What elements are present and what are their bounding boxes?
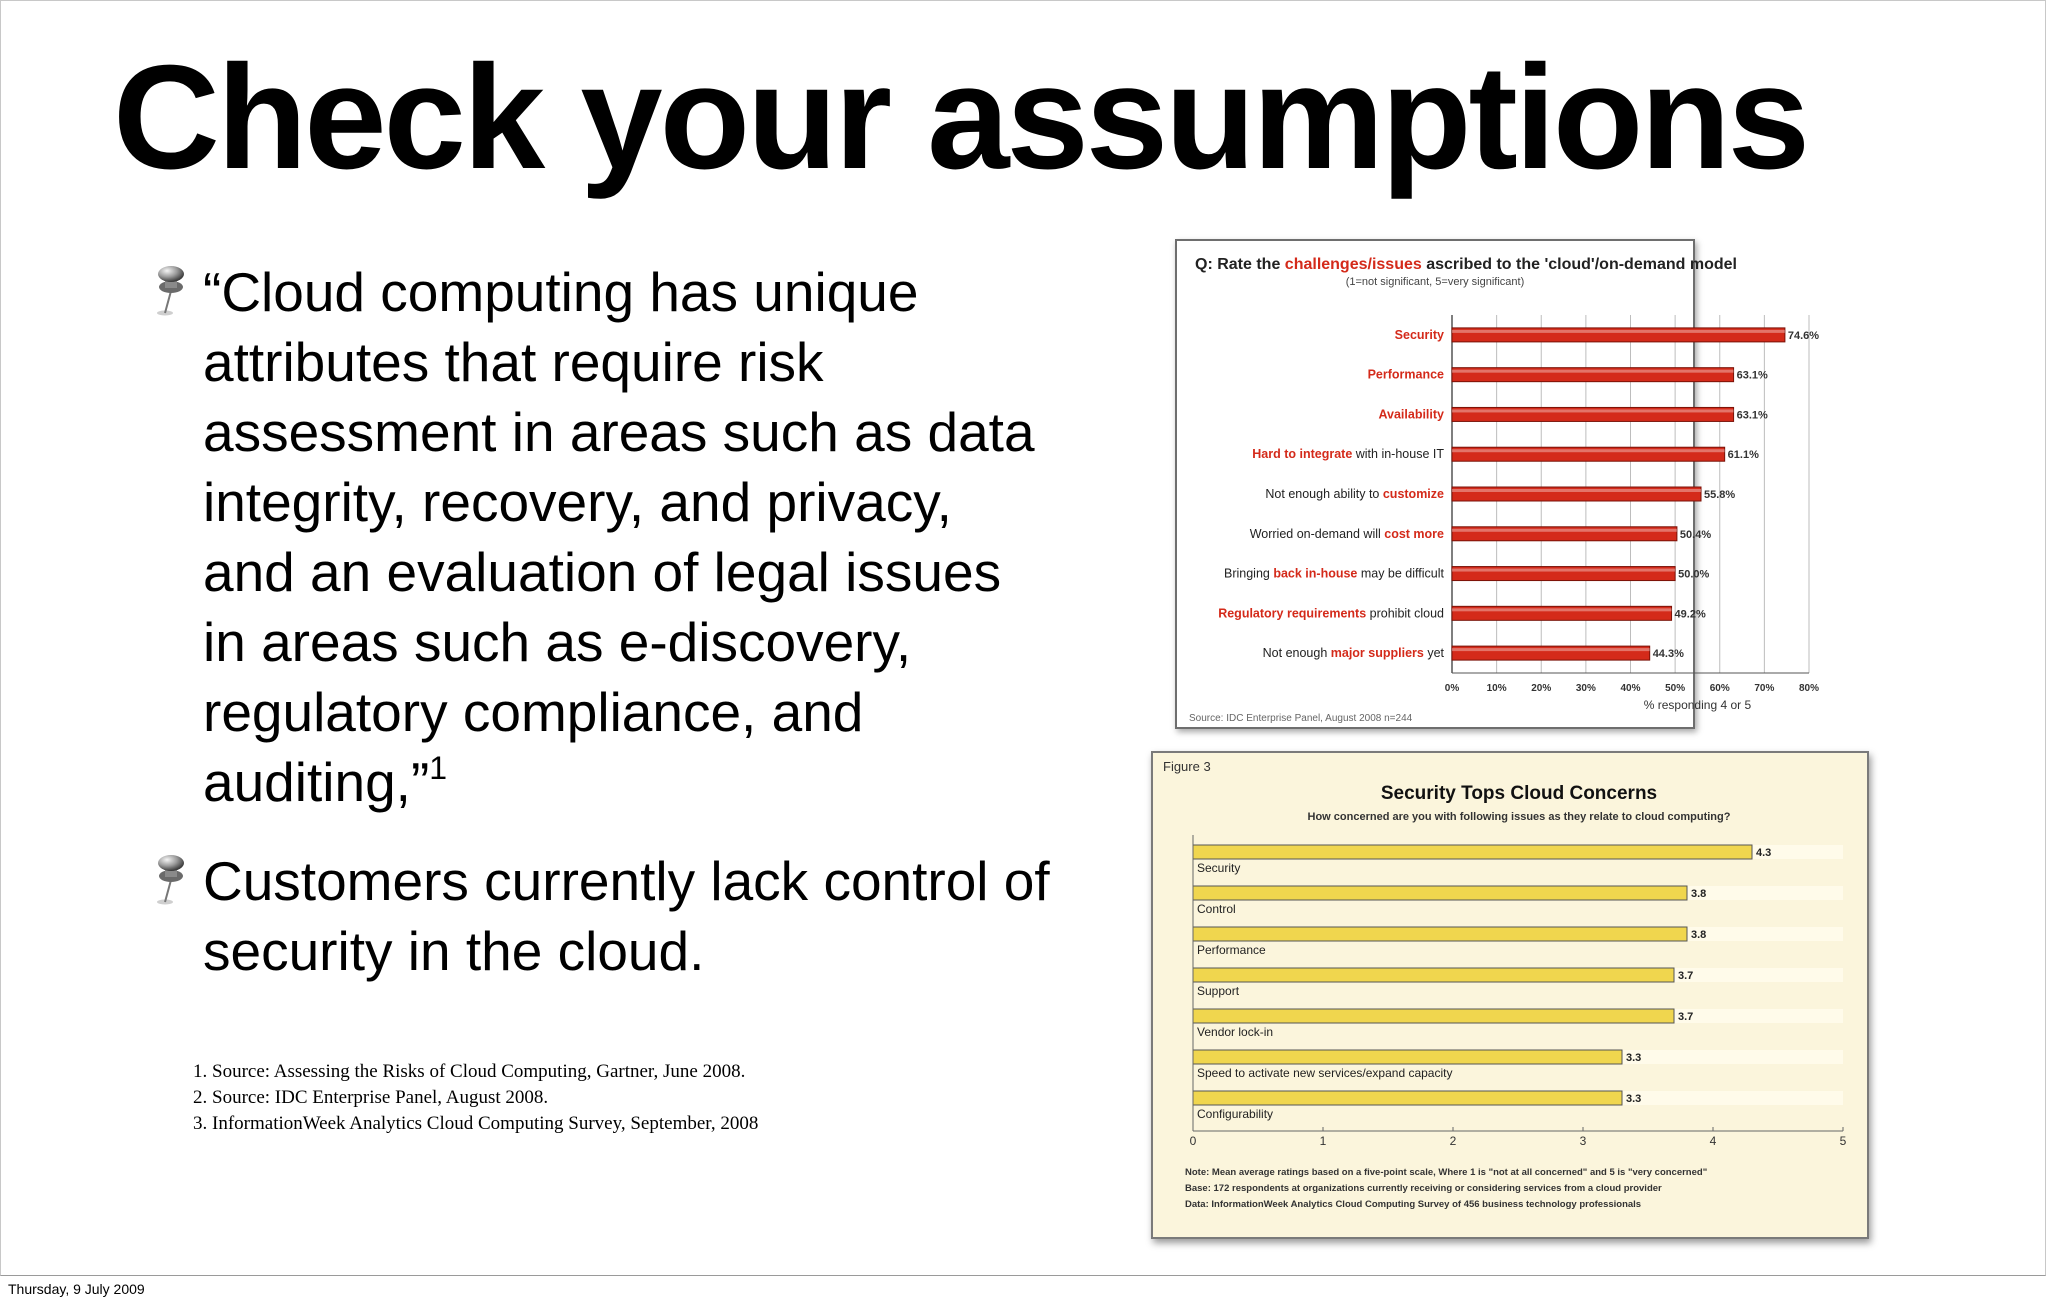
- infoweek-chart-svg: [1153, 753, 1867, 1237]
- infoweek-x-tick-label: 2: [1449, 1134, 1457, 1148]
- idc-category-label: Availability: [1378, 407, 1444, 422]
- idc-category-label: Bringing back in-house may be difficult: [1223, 566, 1444, 581]
- idc-x-axis-label: % responding 4 or 5: [1643, 698, 1752, 712]
- idc-value-label: 49.2%: [1674, 608, 1706, 621]
- idc-value-label: 44.3%: [1652, 648, 1684, 661]
- idc-value-label: 74.6%: [1787, 329, 1820, 342]
- bullet-quote-text: “Cloud computing has unique attributes that require risk assessment in areas such as data integrity, recovery, and privacy, and an evaluation of legal issues in areas such as e-discovery, regulatory compliance, and auditing,”: [203, 261, 1035, 813]
- idc-value-label: 61.1%: [1727, 449, 1759, 462]
- infoweek-category-label: Configurability: [1197, 1107, 1274, 1121]
- pushpin-icon: [151, 263, 191, 323]
- infoweek-note: Base: 172 respondents at organizations currently receiving or considering services from a cloud provider: [1185, 1183, 1662, 1194]
- infoweek-category-label: Control: [1197, 902, 1236, 916]
- idc-x-tick-label: 30%: [1575, 683, 1596, 694]
- bullet-quote-footnote-ref: 1: [429, 750, 448, 786]
- infoweek-bar: [1193, 845, 1752, 859]
- idc-chart-title: Q: Rate the challenges/issues ascribed to the 'cloud'/on-demand model: [1195, 256, 1737, 273]
- infoweek-category-label: Security: [1197, 861, 1241, 875]
- infoweek-value-label: 3.8: [1691, 888, 1707, 900]
- idc-category-label: Not enough major suppliers yet: [1262, 646, 1444, 661]
- idc-bar-highlight: [1452, 529, 1677, 532]
- idc-bar-highlight: [1452, 489, 1701, 492]
- infoweek-bar: [1193, 1050, 1622, 1064]
- idc-value-label: 63.1%: [1736, 409, 1768, 422]
- idc-bar-highlight: [1452, 370, 1734, 373]
- idc-chart-svg: [1177, 241, 1820, 727]
- idc-category-label: Regulatory requirements prohibit cloud: [1218, 606, 1444, 621]
- idc-value-label: 63.1%: [1736, 369, 1768, 382]
- infoweek-value-label: 3.7: [1678, 1011, 1694, 1023]
- idc-bar-highlight: [1452, 648, 1650, 651]
- idc-bar-highlight: [1452, 608, 1672, 611]
- infoweek-figure-label: Figure 3: [1163, 759, 1211, 774]
- idc-chart-subtitle: (1=not significant, 5=very significant): [1345, 276, 1525, 288]
- infoweek-value-label: 3.8: [1691, 929, 1707, 941]
- infoweek-bar: [1193, 968, 1674, 982]
- infoweek-x-tick-label: 1: [1319, 1134, 1327, 1148]
- idc-category-label: Performance: [1367, 367, 1444, 382]
- footnote-3: 3. InformationWeek Analytics Cloud Computing Survey, September, 2008: [193, 1113, 759, 1134]
- bullet-control-text: Customers currently lack control of security in the cloud.: [203, 850, 1050, 982]
- infoweek-note: Data: InformationWeek Analytics Cloud Computing Survey of 456 business technology professionals: [1185, 1199, 1642, 1210]
- infoweek-bar: [1193, 1091, 1622, 1105]
- infoweek-category-label: Speed to activate new services/expand capacity: [1197, 1066, 1453, 1080]
- idc-x-tick-label: 60%: [1709, 683, 1730, 694]
- infoweek-x-tick-label: 4: [1709, 1134, 1717, 1148]
- idc-bar-highlight: [1452, 449, 1725, 452]
- idc-category-label: Hard to integrate with in-house IT: [1252, 447, 1444, 462]
- slide-date: Thursday, 9 July 2009: [8, 1281, 145, 1297]
- idc-x-tick-label: 80%: [1798, 683, 1820, 694]
- infoweek-x-tick-label: 0: [1189, 1134, 1197, 1148]
- infoweek-category-label: Vendor lock-in: [1197, 1025, 1274, 1039]
- infoweek-value-label: 3.3: [1626, 1093, 1642, 1105]
- idc-x-tick-label: 70%: [1754, 683, 1775, 694]
- idc-x-tick-label: 20%: [1531, 683, 1552, 694]
- bullet-quote: [151, 257, 1051, 817]
- idc-value-label: 50.0%: [1678, 568, 1710, 581]
- infoweek-x-tick-label: 3: [1579, 1134, 1587, 1148]
- slide-title: Check your assumptions: [113, 35, 1808, 200]
- idc-x-tick-label: 40%: [1620, 683, 1641, 694]
- footnotes: [193, 1059, 758, 1137]
- idc-bar-highlight: [1452, 569, 1675, 572]
- bullet-control: [151, 846, 1051, 986]
- idc-x-tick-label: 0%: [1444, 683, 1460, 694]
- idc-challenges-chart: [1175, 239, 1820, 729]
- idc-bar-highlight: [1452, 330, 1785, 333]
- idc-x-tick-label: 50%: [1665, 683, 1686, 694]
- infoweek-chart-title: Security Tops Cloud Concerns: [1380, 783, 1658, 804]
- infoweek-bar: [1193, 927, 1687, 941]
- idc-bar-highlight: [1452, 409, 1734, 412]
- idc-value-label: 50.4%: [1679, 528, 1712, 541]
- infoweek-x-tick-label: 5: [1839, 1134, 1847, 1148]
- idc-category-label: Worried on-demand will cost more: [1249, 526, 1444, 541]
- infoweek-value-label: 3.7: [1678, 970, 1694, 982]
- infoweek-concerns-chart: [1151, 751, 1869, 1239]
- idc-x-tick-label: 10%: [1486, 683, 1507, 694]
- infoweek-bar: [1193, 1009, 1674, 1023]
- idc-source-note: Source: IDC Enterprise Panel, August 2008 n=244: [1189, 713, 1413, 724]
- idc-value-label: 55.8%: [1704, 489, 1736, 501]
- footnote-1: 1. Source: Assessing the Risks of Cloud Computing, Gartner, June 2008.: [193, 1061, 746, 1082]
- pushpin-icon: [151, 852, 191, 912]
- infoweek-chart-subtitle: How concerned are you with following issues as they relate to cloud computing?: [1307, 811, 1731, 823]
- infoweek-value-label: 3.3: [1626, 1052, 1642, 1064]
- infoweek-bar: [1193, 886, 1687, 900]
- infoweek-value-label: 4.3: [1756, 847, 1772, 859]
- idc-category-label: Security: [1394, 327, 1444, 342]
- infoweek-note: Note: Mean average ratings based on a five-point scale, Where 1 is "not at all concerned" and 5 is "very concerned": [1185, 1167, 1708, 1178]
- footnote-2: 2. Source: IDC Enterprise Panel, August 2008.: [193, 1087, 549, 1108]
- infoweek-category-label: Performance: [1197, 943, 1266, 957]
- idc-category-label: Not enough ability to customize: [1265, 487, 1444, 501]
- infoweek-category-label: Support: [1197, 984, 1240, 998]
